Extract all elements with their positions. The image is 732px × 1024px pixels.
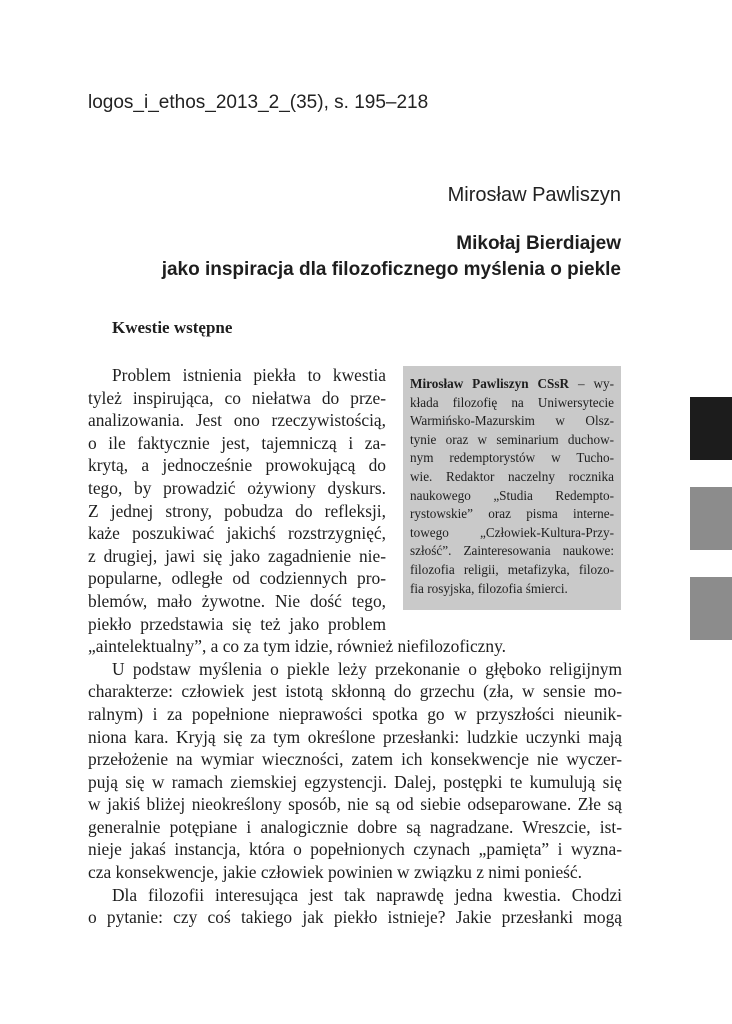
bio-line: filozofia religii, metafizyka, filozo- (410, 561, 614, 577)
body-line: charakterze: człowiek jest istotą skłonną do grzechu (zła, w sensie mo- (88, 681, 622, 702)
body-line: generalnie potępiane i analogicznie dobre są nagradzane. Wreszcie, ist- (88, 816, 622, 837)
bio-line: wie. Redaktor naczelny rocznika (410, 468, 614, 484)
author-bio-box (403, 366, 621, 610)
body-line: tego, by prowadzić ożywiony dyskurs. (88, 477, 386, 498)
article-title-line-1: Mikołaj Bierdiajew (456, 233, 621, 254)
body-line: o pytanie: czy coś takiego jak piekło istnieje? Jakie przesłanki mogą (88, 907, 622, 928)
section-heading: Kwestie wstępne (112, 318, 233, 337)
article-title-line-2: jako inspiracja dla filozoficznego myślenia o piekle (161, 259, 621, 280)
body-line: blemów, mało żywotne. Nie dość tego, (88, 590, 386, 611)
article-author: Mirosław Pawliszyn (447, 184, 621, 206)
bio-line: tynie oraz w seminarium duchow- (410, 431, 614, 447)
body-line: nieje jakaś instancja, która o popełnionych czynach „pamięta” i wyzna- (88, 839, 622, 860)
section-thumb-tab-grey (690, 577, 732, 640)
body-line: w jakiś bliżej nieokreślony sposób, nie są od siebie odseparowane. Złe są (88, 794, 622, 815)
body-line: tyleż inspirująca, co niełatwa do prze- (88, 387, 386, 408)
body-line: krytą, a jednocześnie prowokującą do (88, 455, 386, 476)
body-line: przełożenie na wymiar wieczności, zatem ich konsekwencje nie wyczer- (88, 749, 622, 770)
bio-line: towego „Człowiek-Kultura-Przy- (410, 524, 614, 540)
body-line: każe poszukiwać jakichś rozstrzygnięć, (88, 523, 386, 544)
bio-line-1-rest: – wy- (569, 376, 614, 391)
body-line: U podstaw myślenia o piekle leży przekonanie o głęboko religijnym (112, 658, 622, 679)
bio-line: rystowskie” oraz pisma interne- (410, 506, 614, 522)
body-line: z drugiej, jawi się jako zagadnienie nie- (88, 545, 386, 566)
bio-author-name: Mirosław Pawliszyn CSsR (410, 376, 570, 391)
body-line: Problem istnienia piekła to kwestia (112, 365, 386, 385)
body-line: piekło przedstawia się też jako problem (88, 613, 386, 634)
bio-line: kłada filozofię na Uniwersytecie (410, 394, 614, 410)
body-line: „aintelektualny”, a co za tym idzie, również niefilozoficzny. (88, 636, 506, 657)
body-line: ralnym) i za popełnione nieprawości spotka go w przyszłości nieunik- (88, 703, 622, 724)
bio-line: szłość”. Zainteresowania naukowe: (410, 543, 614, 559)
body-line: Z jednej strony, pobudza do refleksji, (88, 500, 386, 521)
bio-line: Warmińsko-Mazurskim w Olsz- (410, 413, 614, 429)
body-line: popularne, odległe od codziennych pro- (88, 568, 386, 589)
body-line: pują się w ramach ziemskiej egzystencji. Dalej, postępki te kumulują się (88, 771, 622, 792)
bio-line: nym redemptorystów w Tucho- (410, 450, 614, 466)
body-line: Dla filozofii interesująca jest tak naprawdę jedna kwestia. Chodzi (112, 884, 622, 905)
bio-line: naukowego „Studia Redempto- (410, 487, 614, 503)
bio-line (410, 375, 614, 394)
journal-reference: logos_i_ethos_2013_2_(35), s. 195–218 (88, 92, 429, 113)
body-line: niona kara. Kryją się za tym określone przesłanki: ludzkie uczynki mają (88, 726, 622, 747)
bio-line: fia rosyjska, filozofia śmierci. (410, 580, 568, 596)
body-line: o ile faktycznie jest, tajemniczą i za- (88, 432, 386, 453)
section-thumb-tab-dark (690, 397, 732, 460)
body-line: cza konsekwencje, jakie człowiek powinien w związku z nimi ponieść. (88, 862, 583, 883)
section-thumb-tab-grey (690, 487, 732, 550)
article-title (61, 231, 621, 283)
body-line: analizowania. Jest ono rzeczywistością, (88, 410, 386, 431)
